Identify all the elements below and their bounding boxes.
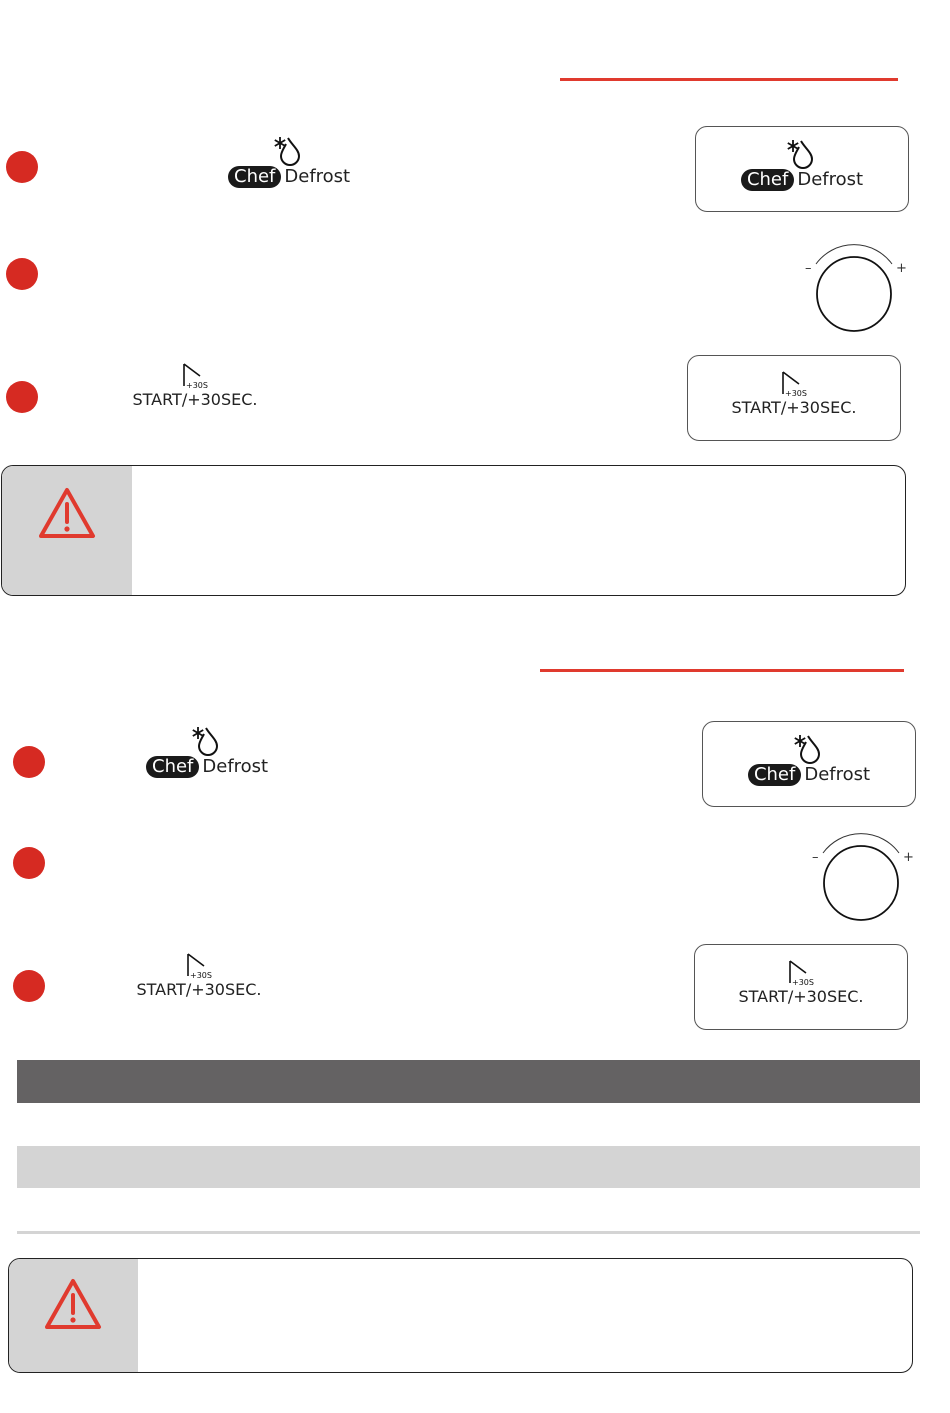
start-play-icon [182,952,216,980]
table-row-band [17,1146,920,1188]
plus30-label: +30S [186,381,208,390]
table-header-band [17,1060,920,1103]
start-label: START/+30SEC. [136,980,262,999]
warning-side-panel [9,1259,138,1372]
start-play-icon [178,362,212,390]
defrost-drop-icon [274,134,304,166]
defrost-button-panel[interactable] [695,126,909,212]
start-button-panel[interactable] [687,355,901,441]
step-marker-3 [6,381,38,413]
dial-minus-label: – [805,261,812,276]
defrost-label: Defrost [804,764,871,785]
defrost-label: Defrost [202,756,269,777]
chef-badge: Chef [741,169,794,191]
start-label: START/+30SEC. [738,987,864,1006]
defrost-drop-icon [192,724,222,756]
plus30-label: +30S [190,971,212,980]
chef-badge: Chef [228,166,281,188]
start-play-icon [784,959,818,987]
dial-knob-icon[interactable] [805,829,925,929]
step-marker-1 [13,746,45,778]
dial-plus-label: + [903,850,914,865]
start-label: START/+30SEC. [132,390,258,409]
defrost-key-inline [228,134,350,188]
start-button-panel[interactable] [694,944,908,1030]
defrost-label: Defrost [284,166,351,187]
start-key-inline [128,362,262,409]
start-play-icon [777,370,811,398]
chef-badge: Chef [146,756,199,778]
step-marker-2 [6,258,38,290]
defrost-drop-icon [794,732,824,764]
warning-box-2 [8,1258,913,1373]
plus30-label: +30S [785,389,807,398]
warning-side-panel [2,466,132,595]
defrost-label: Defrost [797,169,864,190]
warning-triangle-icon [37,486,97,540]
start-key-inline [132,952,266,999]
section-1-heading-rule [560,78,898,81]
step-marker-1 [6,151,38,183]
defrost-key-inline [146,724,268,778]
step-marker-3 [13,970,45,1002]
dial-minus-label: – [812,850,819,865]
step-marker-2 [13,847,45,879]
defrost-button-panel[interactable] [702,721,916,807]
section-2-heading-rule [540,669,904,672]
warning-box-1 [1,465,906,596]
table-bottom-rule [17,1231,920,1234]
plus30-label: +30S [792,978,814,987]
chef-badge: Chef [748,764,801,786]
start-label: START/+30SEC. [731,398,857,417]
dial-plus-label: + [896,261,907,276]
dial-knob-icon[interactable] [798,240,918,340]
warning-triangle-icon [43,1277,103,1331]
defrost-drop-icon [787,137,817,169]
